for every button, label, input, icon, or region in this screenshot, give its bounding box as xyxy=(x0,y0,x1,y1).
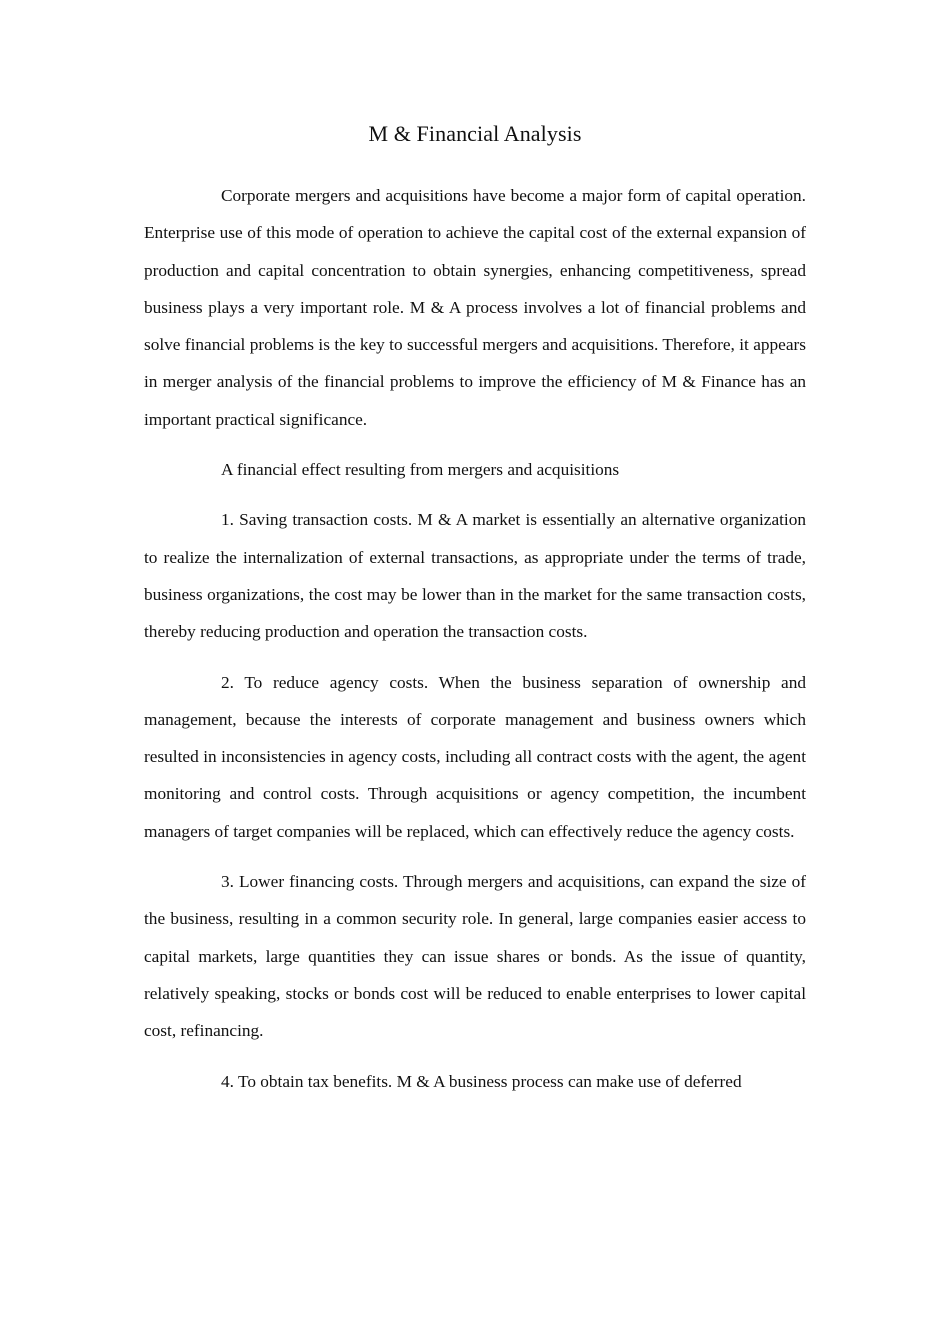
paragraph-financing-costs: 3. Lower financing costs. Through mergers and acquisitions, can expand the size of the business, resulting in a common security role. In general, large companies easier access to capital markets, large quantities they can issue shares or bonds. As the issue of quantity, relatively speaking, stocks or bonds cost will be reduced to enable enterprises to lower capital cost, refinancing. xyxy=(144,872,806,1041)
paragraph-intro: Corporate mergers and acquisitions have become a major form of capital operation. Enterprise use of this mode of operation to achieve the capital cost of the external expansion of production and capital concentration to obtain synergies, enhancing competitiveness, spread business plays a very important role. M & A process involves a lot of financial problems and solve financial problems is the key to successful mergers and acquisitions. Therefore, it appears in merger analysis of the financial problems to improve the efficiency of M & Finance has an important practical significance. xyxy=(144,186,806,429)
paragraph-tax-benefits: 4. To obtain tax benefits. M & A business process can make use of deferred xyxy=(221,1071,742,1091)
document-title: M & Financial Analysis xyxy=(368,121,582,146)
document-body xyxy=(144,177,806,1100)
section-heading-financial-effect: A financial effect resulting from mergers and acquisitions xyxy=(221,460,620,480)
paragraph-agency-costs: 2. To reduce agency costs. When the business separation of ownership and management, because the interests of corporate management and business owners which resulted in inconsistencies in agency costs, including all contract costs with the agent, the agent monitoring and control costs. Through acquisitions or agency competition, the incumbent managers of target companies will be replaced, which can effectively reduce the agency costs. xyxy=(144,672,806,841)
paragraph-transaction-costs: 1. Saving transaction costs. M & A market is essentially an alternative organization to realize the internalization of external transactions, as appropriate under the terms of trade, business organizations, the cost may be lower than in the market for the same transaction costs, thereby reducing production and operation the transaction costs. xyxy=(144,510,806,642)
